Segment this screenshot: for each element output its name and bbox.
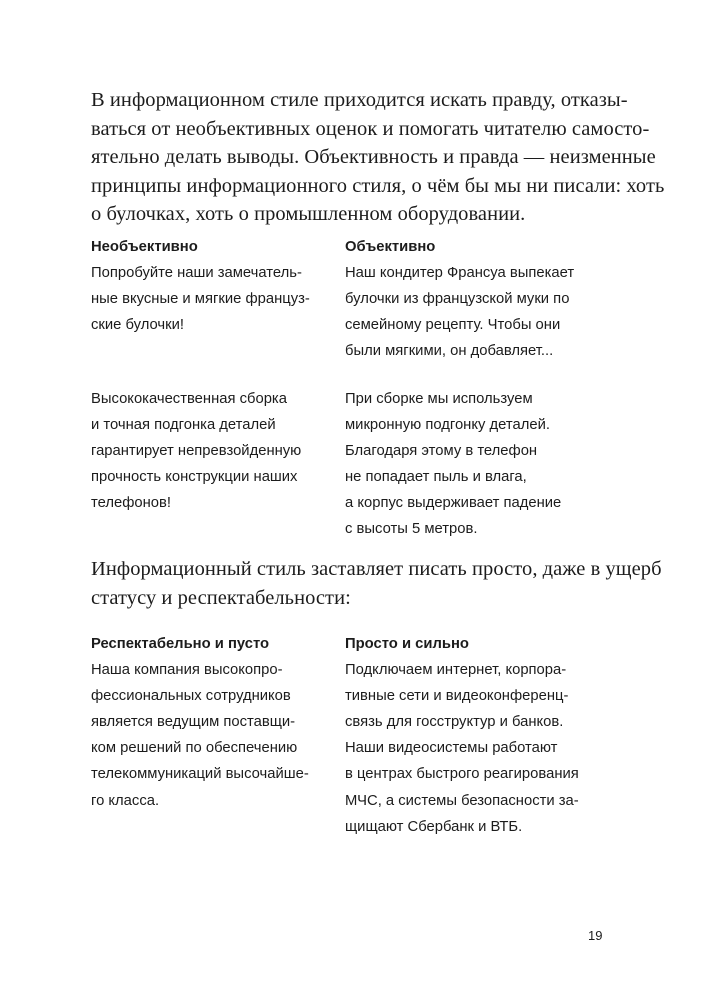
intro-paragraph: [91, 86, 665, 229]
objective-example-phones: [345, 386, 595, 543]
objective-example-buns: [345, 260, 595, 364]
page-number: 19: [588, 928, 603, 943]
example-line: тивные сети и видеоконференц-: [345, 688, 569, 705]
comparison2-right-column: [345, 631, 595, 840]
example-line: гарантирует непревзойденную: [91, 443, 302, 460]
example-line: го класса.: [91, 792, 160, 809]
example-line: ные вкусные и мягкие француз-: [91, 291, 310, 308]
comparison2-left-column: [91, 631, 341, 814]
middle-line: Информационный стиль заставляет писать просто, даже в ущерб: [91, 558, 662, 580]
example-line: Попробуйте наши замечатель-: [91, 265, 302, 282]
middle-paragraph: [91, 555, 662, 612]
middle-line: статусу и респектабельности:: [91, 586, 351, 609]
example-line: ские булочки!: [91, 317, 184, 334]
example-line: и точная подгонка деталей: [91, 417, 276, 434]
comparison1-left-column: [91, 234, 341, 338]
example-line: прочность конструкции наших: [91, 469, 298, 486]
example-line: Наши видеосистемы работают: [345, 740, 558, 757]
example-line: Подключаем интернет, корпора-: [345, 662, 567, 679]
example-line: семейному рецепту. Чтобы они: [345, 317, 561, 334]
example-line: микронную подгонку деталей.: [345, 417, 550, 434]
biased-example-buns: [91, 260, 341, 338]
intro-line: о булочках, хоть о промышленном оборудовании.: [91, 203, 526, 225]
example-line: фессиональных сотрудников: [91, 688, 291, 705]
intro-line: ваться от необъективных оценок и помогать читателю самосто-: [91, 117, 650, 140]
example-line: телекоммуникаций высочайше-: [91, 766, 309, 783]
example-line: телефонов!: [91, 495, 171, 512]
biased-example-phones: [91, 386, 341, 516]
heading-biased: Необъективно: [91, 239, 198, 255]
heading-respectable-empty: Респектабельно и пусто: [91, 636, 270, 652]
example-line: ком решений по обеспечению: [91, 740, 298, 757]
example-line: Высококачественная сборка: [91, 391, 287, 407]
example-line: были мягкими, он добавляет...: [345, 343, 554, 360]
comparison1-right-column: [345, 234, 595, 364]
example-line: Наш кондитер Франсуа выпекает: [345, 265, 575, 282]
example-line: в центрах быстрого реагирования: [345, 766, 579, 783]
example-line: При сборке мы используем: [345, 391, 533, 407]
example-line: с высоты 5 метров.: [345, 521, 478, 538]
intro-line: принципы информационного стиля, о чём бы мы ни писали: хоть: [91, 174, 665, 197]
intro-line: В информационном стиле приходится искать правду, отказы-: [91, 89, 628, 111]
example-line: является ведущим поставщи-: [91, 714, 296, 731]
example-line: щищают Сбербанк и ВТБ.: [345, 818, 523, 835]
example-line: не попадает пыль и влага,: [345, 469, 527, 486]
example-line: Наша компания высокопро-: [91, 662, 283, 679]
heading-simple-strong: Просто и сильно: [345, 636, 469, 652]
example-line: а корпус выдерживает падение: [345, 495, 562, 512]
heading-objective: Объективно: [345, 239, 436, 255]
intro-line: ятельно делать выводы. Объективность и правда — неизменные: [91, 146, 656, 168]
example-line: МЧС, а системы безопасности за-: [345, 792, 579, 809]
example-line: связь для госструктур и банков.: [345, 714, 564, 731]
example-line: булочки из французской муки по: [345, 291, 570, 308]
example-line: Благодаря этому в телефон: [345, 443, 538, 460]
